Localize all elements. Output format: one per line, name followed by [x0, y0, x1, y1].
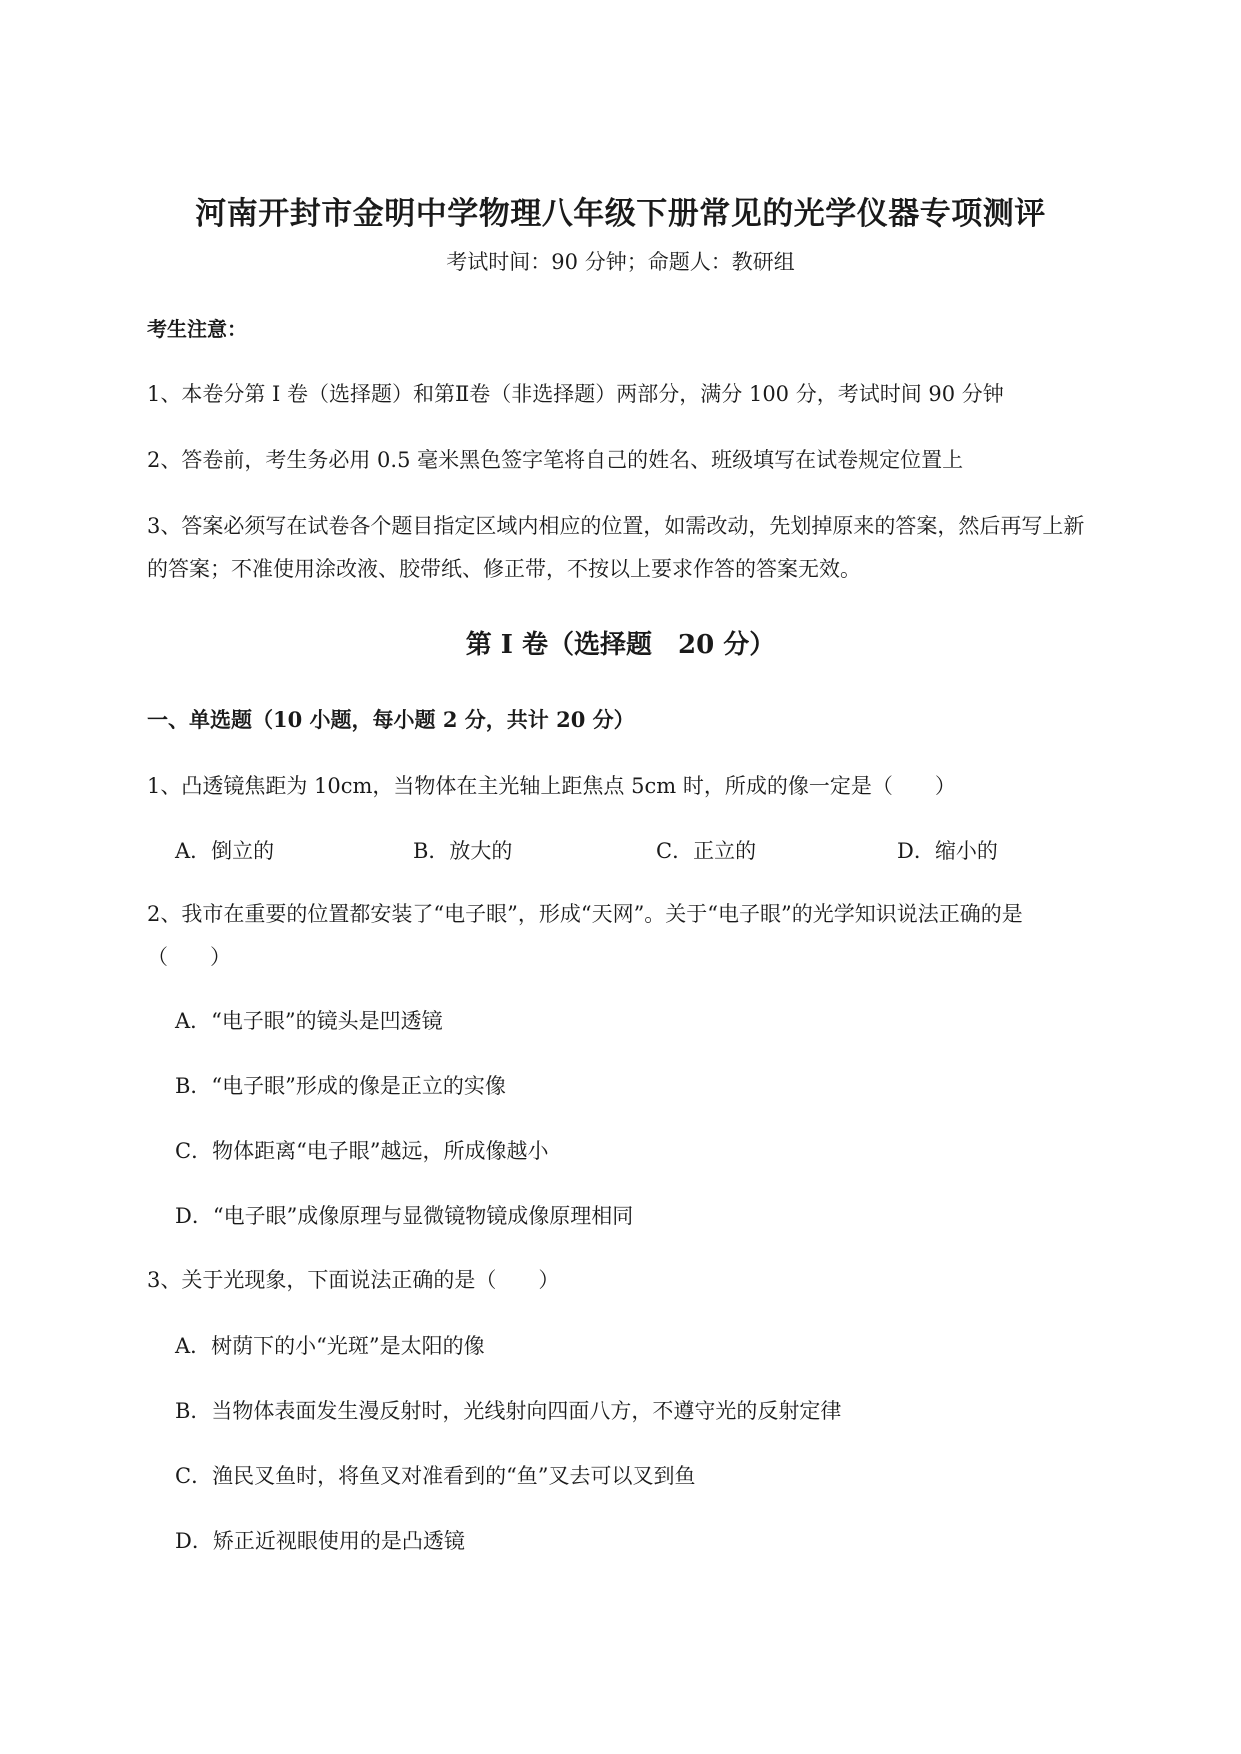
question-2-option-c[interactable]: C．物体距离“电子眼”越远，所成像越小 [175, 1139, 549, 1163]
notice-item-2: 2、答卷前，考生务必用 0.5 毫米黑色签字笔将自己的姓名、班级填写在试卷规定位置上 [147, 448, 964, 472]
question-3-option-a[interactable]: A．树荫下的小“光斑”是太阳的像 [175, 1334, 485, 1358]
question-1-option-b[interactable]: B．放大的 [413, 839, 513, 863]
question-3-option-c[interactable]: C．渔民叉鱼时，将鱼叉对准看到的“鱼”叉去可以叉到鱼 [175, 1464, 696, 1488]
question-3-option-d[interactable]: D．矫正近视眼使用的是凸透镜 [175, 1529, 465, 1553]
exam-subtitle: 考试时间：90 分钟；命题人：教研组 [446, 250, 795, 274]
question-1-stem: 1、凸透镜焦距为 10cm，当物体在主光轴上距焦点 5cm 时，所成的像一定是（ ） [147, 774, 956, 798]
question-1-option-c[interactable]: C．正立的 [656, 839, 757, 863]
question-2-option-d[interactable]: D．“电子眼”成像原理与显微镜物镜成像原理相同 [175, 1204, 634, 1228]
question-3-stem: 3、关于光现象，下面说法正确的是（ ） [147, 1268, 560, 1292]
notice-item-3: 3、答案必须写在试卷各个题目指定区域内相应的位置，如需改动，先划掉原来的答案，然后再写上新 [147, 514, 1085, 538]
question-2-option-b[interactable]: B．“电子眼”形成的像是正立的实像 [175, 1074, 506, 1098]
notice-item-3-cont: 的答案；不准使用涂改液、胶带纸、修正带，不按以上要求作答的答案无效。 [147, 557, 861, 581]
question-2-option-a[interactable]: A．“电子眼”的镜头是凹透镜 [175, 1009, 443, 1033]
notice-heading: 考生注意： [147, 317, 247, 341]
question-3-option-b[interactable]: B．当物体表面发生漫反射时，光线射向四面八方，不遵守光的反射定律 [175, 1399, 842, 1423]
question-2-stem: 2、我市在重要的位置都安装了“电子眼”，形成“天网”。关于“电子眼”的光学知识说法正确的是 [147, 902, 1023, 926]
question-1-option-d[interactable]: D．缩小的 [897, 839, 998, 863]
part-heading: 一、单选题（10 小题，每小题 2 分，共计 20 分） [147, 707, 635, 732]
question-2-stem-cont: （ ） [147, 945, 231, 969]
question-1-option-a[interactable]: A．倒立的 [175, 839, 275, 863]
section-title: 第 I 卷（选择题 20 分） [465, 630, 776, 660]
exam-title: 河南开封市金明中学物理八年级下册常见的光学仪器专项测评 [195, 196, 1046, 232]
notice-item-1: 1、本卷分第 I 卷（选择题）和第Ⅱ卷（非选择题）两部分，满分 100 分，考试时间 90 分钟 [147, 382, 1004, 406]
